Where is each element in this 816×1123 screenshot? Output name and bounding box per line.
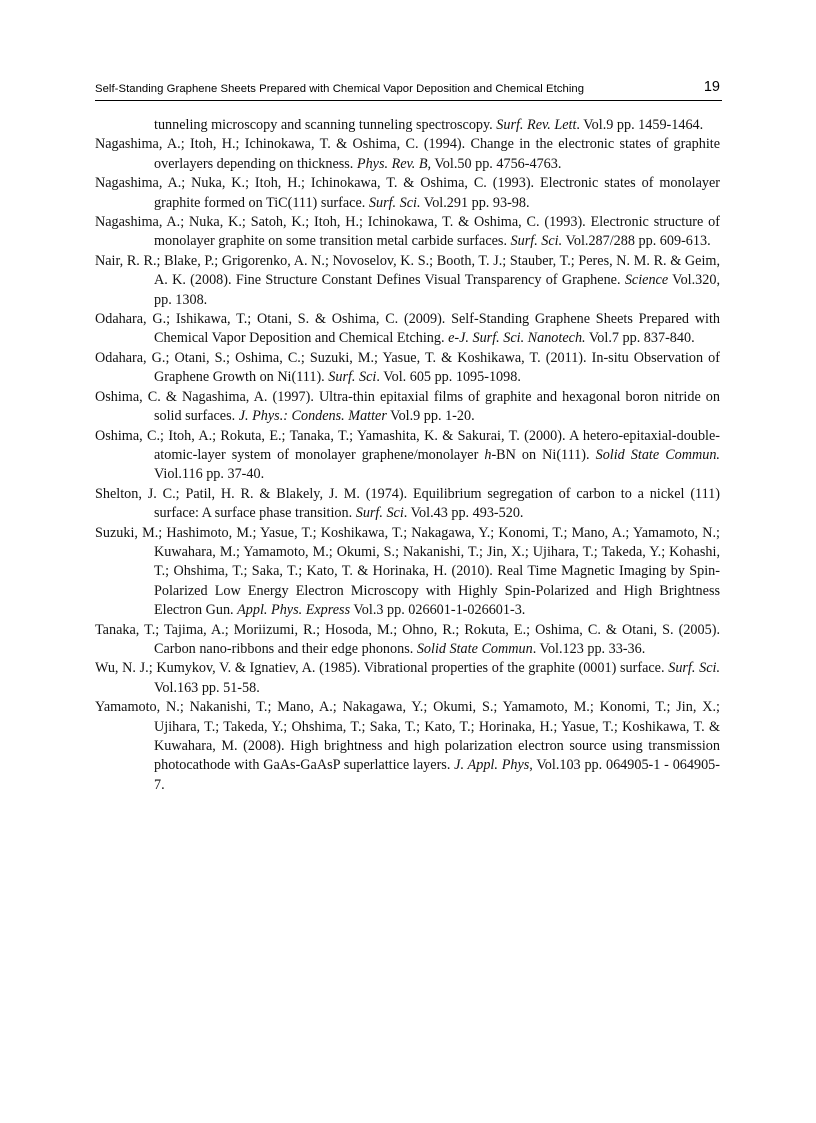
reference-entry: Wu, N. J.; Kumykov, V. & Ignatiev, A. (1985). Vibrational properties of the graphite (0001) surface. Surf. Sci. Vol.163 pp. 51-58. <box>95 660 720 696</box>
reference-entry: Oshima, C. & Nagashima, A. (1997). Ultra-thin epitaxial films of graphite and hexagonal boron nitride on solid surfaces. J. Phys.: Condens. Matter Vol.9 pp. 1-20. <box>95 388 720 425</box>
reference-entry: Shelton, J. C.; Patil, H. R. & Blakely, J. M. (1974). Equilibrium segregation of carbon to a nickel (111) surface: A surface phase transition. Surf. Sci. Vol.43 pp. 493-520. <box>95 485 720 522</box>
reference-entry: Odahara, G.; Ishikawa, T.; Otani, S. & Oshima, C. (2009). Self-Standing Graphene Sheets Prepared with Chemical Vapor Deposition and Chemical Etching. e-J. Surf. Sci. Nanotech. Vol.7 pp. 837-840. <box>95 311 720 347</box>
reference-list <box>95 116 720 795</box>
reference-entry: Nagashima, A.; Nuka, K.; Satoh, K.; Itoh, H.; Ichinokawa, T. & Oshima, C. (1993). Electronic structure of monolayer graphite on some transition metal carbide surfaces. Surf. Sci. Vol.287/288 pp. 609-613. <box>95 214 720 250</box>
reference-entry: Suzuki, M.; Hashimoto, M.; Yasue, T.; Koshikawa, T.; Nakagawa, Y.; Konomi, T.; Mano, A.; Yamamoto, N.; Kuwahara, M.; Yamamoto, M.; Okumi, S.; Nakanishi, T.; Jin, X.; Ujihara, T.; Takeda, Y.; Kohashi, T.; Ohshima, T.; Saka, T.; Kato, T. & Horinaka, H. (2010). Real Time Magnetic Imaging by Spin-Polarized Low Energy Electron Microscopy with Highly Spin-Polarized and High Brightness Electron Gun. Appl. Phys. Express Vol.3 pp. 026601-1-026601-3. <box>95 524 720 619</box>
running-header <box>95 78 722 101</box>
reference-entry: Tanaka, T.; Tajima, A.; Moriizumi, R.; Hosoda, M.; Ohno, R.; Rokuta, E.; Oshima, C. & Otani, S. (2005). Carbon nano-ribbons and their edge phonons. Solid State Commun. Vol.123 pp. 33-36. <box>95 621 720 657</box>
reference-entry: Nair, R. R.; Blake, P.; Grigorenko, A. N.; Novoselov, K. S.; Booth, T. J.; Stauber, T.; Peres, N. M. R. & Geim, A. K. (2008). Fine Structure Constant Defines Visual Transparency of Graphene. Science Vol.320, pp. 1308. <box>95 252 720 308</box>
reference-entry: Odahara, G.; Otani, S.; Oshima, C.; Suzuki, M.; Yasue, T. & Koshikawa, T. (2011). In-situ Observation of Graphene Growth on Ni(111). Surf. Sci. Vol. 605 pp. 1095-1098. <box>95 349 720 386</box>
reference-entry: Oshima, C.; Itoh, A.; Rokuta, E.; Tanaka, T.; Yamashita, K. & Sakurai, T. (2000). A hetero-epitaxial-double-atomic-layer system of monolayer graphene/monolayer h-BN on Ni(111). Solid State Commun. Viol.116 pp. 37-40. <box>95 427 720 483</box>
reference-entry: Nagashima, A.; Itoh, H.; Ichinokawa, T. & Oshima, C. (1994). Change in the electronic states of graphite overlayers depending on thickness. Phys. Rev. B, Vol.50 pp. 4756-4763. <box>95 136 720 172</box>
reference-entry: Yamamoto, N.; Nakanishi, T.; Mano, A.; Nakagawa, Y.; Okumi, S.; Yamamoto, M.; Konomi, T.; Jin, X.; Ujihara, T.; Takeda, Y.; Ohshima, T.; Saka, T.; Kato, T.; Horinaka, H.; Yasue, T.; Koshikawa, T. & Kuwahara, M. (2008). High brightness and high polarization electron source using transmission photocathode with GaAs-GaAsP superlattice layers. J. Appl. Phys, Vol.103 pp. 064905-1 - 064905-7. <box>95 699 720 793</box>
running-title: Self-Standing Graphene Sheets Prepared with Chemical Vapor Deposition and Chemical Etching <box>95 83 585 95</box>
page-number: 19 <box>703 79 720 95</box>
reference-entry: Nagashima, A.; Nuka, K.; Itoh, H.; Ichinokawa, T. & Oshima, C. (1993). Electronic states of monolayer graphite formed on TiC(111) surface. Surf. Sci. Vol.291 pp. 93-98. <box>95 175 720 211</box>
reference-entry: tunneling microscopy and scanning tunneling spectroscopy. Surf. Rev. Lett. Vol.9 pp. 1459-1464. <box>154 117 704 133</box>
